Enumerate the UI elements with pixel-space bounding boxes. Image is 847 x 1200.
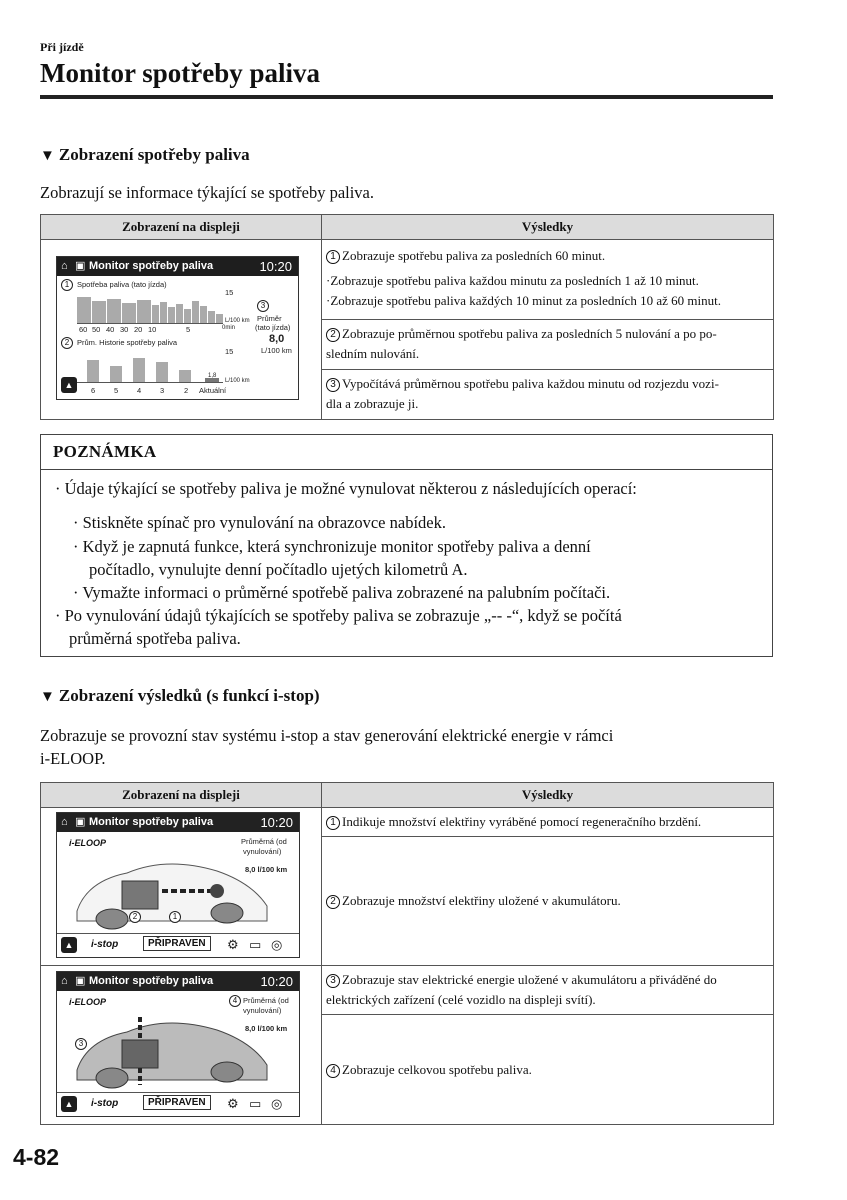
graph2-bar (133, 358, 145, 382)
section2-intro: Zobrazuje se provozní stav systému i-stop a stav generování elektrické energie v rámci i-ELOOP. (40, 726, 614, 768)
graph2-xtick: 3 (160, 386, 165, 395)
graph1-bar (137, 300, 151, 323)
section-intro: Zobrazují se informace týkající se spotřeby paliva. (40, 183, 375, 202)
marker-1: 1 (61, 279, 73, 291)
graph1-bars (77, 297, 224, 323)
app-icon: ▣ (75, 260, 86, 272)
brake-icon: ◎ (271, 1096, 283, 1111)
istop-result-2: 2 Zobrazuje množství elektřiny uložené v akumulátoru. (322, 837, 774, 966)
home-icon: ⌂ (61, 260, 68, 272)
column-header-display: Zobrazení na displeji (41, 783, 322, 808)
avg-value: 8,0 l/100 km (245, 1024, 288, 1033)
graph1-bar (184, 309, 191, 323)
graph1-xtick: 5 (186, 325, 191, 334)
avg-label-sub: vynulování) (243, 847, 282, 856)
graph2-xtick: 4 (137, 386, 142, 395)
note-line: · Stiskněte spínač pro vynulování na obrazovce nabídek. (73, 513, 446, 532)
graph1-xtick: 20 (134, 325, 143, 334)
screen-title-bar: ⌂ ▣ Monitor spotřeby paliva 10:20 (57, 257, 298, 276)
avg-label: Průměrná (od (243, 996, 289, 1005)
app-icon: ▣ (75, 975, 86, 987)
avg-label-sub: vynulování) (243, 1006, 282, 1015)
istop-result-3: 3 Zobrazuje stav elektrické energie uložené v akumulátoru a přiváděné do elektrických zařízení (celé vozidlo na displeji svítí). (322, 966, 774, 1015)
graph1-xtick: 50 (92, 325, 101, 334)
graph1-xtick: 0min (222, 325, 236, 331)
graph1-bar (208, 311, 215, 323)
ieloop-label: i-ELOOP (69, 838, 107, 848)
title-divider (40, 95, 773, 99)
graph1-label: Spotřeba paliva (tato jízda) (77, 280, 167, 289)
note-line: průměrná spotřeba paliva. (69, 629, 241, 648)
column-header-display: Zobrazení na displeji (41, 215, 322, 240)
marker-2: 2 (61, 337, 73, 349)
result-cell-2: 2 Zobrazuje průměrnou spotřebu paliva za posledních 5 nulování a po po- sledním nulování. (322, 320, 774, 370)
note-box (40, 434, 773, 657)
page-title: Monitor spotřeby paliva (40, 58, 321, 88)
home-icon: ⌂ (61, 975, 68, 987)
note-line: · Když je zapnutá funkce, která synchronizuje monitor spotřeby paliva a denní (73, 537, 591, 556)
scroll-up-button[interactable]: ▲ (61, 1096, 77, 1112)
istop-result-4: 4 Zobrazuje celkovou spotřebu paliva. (322, 1015, 774, 1125)
graph1-unit: L/100 km (225, 318, 250, 324)
graph1-xtick: 60 (79, 325, 88, 334)
engine-icon: ⚙ (227, 937, 239, 952)
graph2-bar (179, 370, 191, 382)
result-row-1: 1 Zobrazuje spotřebu paliva za posledních 60 minut. (326, 246, 769, 266)
graph1-xtick: 40 (106, 325, 115, 334)
result-row-1a: ·Zobrazuje spotřebu paliva každou minutu za posledních 1 až 10 minut. (326, 273, 699, 288)
section-heading-fuel-display: ▼ Zobrazení spotřeby paliva (40, 145, 250, 164)
screen-divider (57, 1092, 299, 1093)
graph2 (77, 351, 223, 383)
graph2-xtick: 2 (184, 386, 189, 395)
graph1-bar (200, 306, 207, 323)
ieloop-screen-regen (56, 812, 300, 958)
graph1-xtick: 30 (120, 325, 129, 334)
section-heading-istop: ▼ Zobrazení výsledků (s funkcí i-stop) (40, 686, 320, 705)
marker-1: 1 (169, 911, 181, 923)
graph2-xtick: 6 (91, 386, 96, 395)
graph1-bar (107, 299, 121, 323)
app-icon: ▣ (75, 816, 86, 828)
scroll-up-button[interactable]: ▲ (61, 377, 77, 393)
column-header-results: Výsledky (322, 215, 774, 240)
graph1-max: 15 (225, 288, 234, 297)
note-title: POZNÁMKA (53, 442, 157, 461)
triangle-down-icon: ▼ (40, 688, 55, 705)
graph1-bar (122, 303, 136, 323)
result-cell-3: 3 Vypočítává průměrnou spotřebu paliva každou minutu od rozjezdu vozi- dla a zobrazuje ji. (322, 370, 774, 420)
screen-title-bar: ⌂ ▣ Monitor spotřeby paliva 10:20 (57, 972, 299, 991)
marker-2: 2 (129, 911, 141, 923)
graph2-bar (87, 360, 99, 382)
marker-4: 4 (229, 995, 241, 1007)
graph2-max: 15 (225, 347, 234, 356)
screen-divider (57, 933, 299, 934)
ready-status: PŘIPRAVEN (143, 1095, 211, 1110)
graph2-bar (110, 366, 122, 382)
ieloop-label: i-ELOOP (69, 997, 107, 1007)
note-line: · Vymažte informaci o průměrné spotřebě paliva zobrazené na palubním počítači. (73, 583, 611, 602)
breadcrumb: Při jízdě (40, 40, 84, 54)
avg-label: Průměr (257, 314, 282, 323)
result-row-1b: ·Zobrazuje spotřebu paliva každých 10 minut za posledních 10 až 60 minut. (326, 293, 721, 308)
screen-title-bar: ⌂ ▣ Monitor spotřeby paliva 10:20 (57, 813, 299, 832)
graph2-unit: L/100 km (225, 378, 250, 384)
battery-icon: ▭ (249, 1096, 262, 1111)
graph2-xtick: Aktuální (199, 386, 227, 395)
column-header-results: Výsledky (322, 783, 774, 808)
triangle-down-icon: ▼ (40, 147, 55, 164)
page-number: 4-82 (13, 1144, 60, 1170)
ready-status: PŘIPRAVEN (143, 936, 211, 951)
avg-unit: L/100 km (261, 346, 292, 355)
graph1-bar (216, 314, 223, 323)
note-divider (41, 469, 772, 470)
note-line: · Údaje týkající se spotřeby paliva je možné vynulovat některou z následujících operací: (55, 479, 637, 498)
engine-icon: ⚙ (227, 1096, 239, 1111)
fuel-monitor-screen (56, 256, 299, 400)
avg-value: 8,0 l/100 km (245, 865, 288, 874)
istop-label: i-stop (91, 1098, 119, 1109)
ieloop-screen-supply (56, 971, 300, 1117)
graph2-xtick: 5 (114, 386, 119, 395)
avg-value: 8,0 (269, 333, 285, 345)
avg-label-sub: (tato jízda) (255, 323, 291, 332)
graph1-bar (77, 297, 91, 323)
result-cell-1 (322, 240, 774, 320)
graph1-bar (92, 301, 106, 323)
graph2-current-value: 1,8 (208, 373, 217, 379)
brake-icon: ◎ (271, 937, 283, 952)
graph1-bar (168, 307, 175, 323)
avg-label: Průměrná (od (241, 837, 287, 846)
istop-result-1: 1 Indikuje množství elektřiny vyráběné pomocí regeneračního brzdění. (322, 808, 774, 837)
graph1-xtick: 10 (148, 325, 157, 334)
marker-3: 3 (257, 300, 269, 312)
car-illustration (67, 1010, 277, 1090)
battery-icon: ▭ (249, 937, 262, 952)
note-line: počítadlo, vynulujte denní počítadlo ujetých kilometrů A. (89, 560, 468, 579)
scroll-up-button[interactable]: ▲ (61, 937, 77, 953)
graph2-bar (156, 362, 168, 382)
graph1-bar (176, 304, 183, 323)
graph1 (77, 292, 223, 324)
graph1-bar (160, 302, 167, 323)
graph1-bar (192, 301, 199, 323)
marker-3: 3 (75, 1038, 87, 1050)
home-icon: ⌂ (61, 816, 68, 828)
graph2-label: Prům. Historie spotřeby paliva (77, 338, 178, 347)
graph1-bar (152, 305, 159, 323)
note-line: · Po vynulování údajů týkajících se spotřeby paliva se zobrazuje „-- -“, když se počítá (55, 606, 622, 625)
istop-label: i-stop (91, 939, 119, 950)
